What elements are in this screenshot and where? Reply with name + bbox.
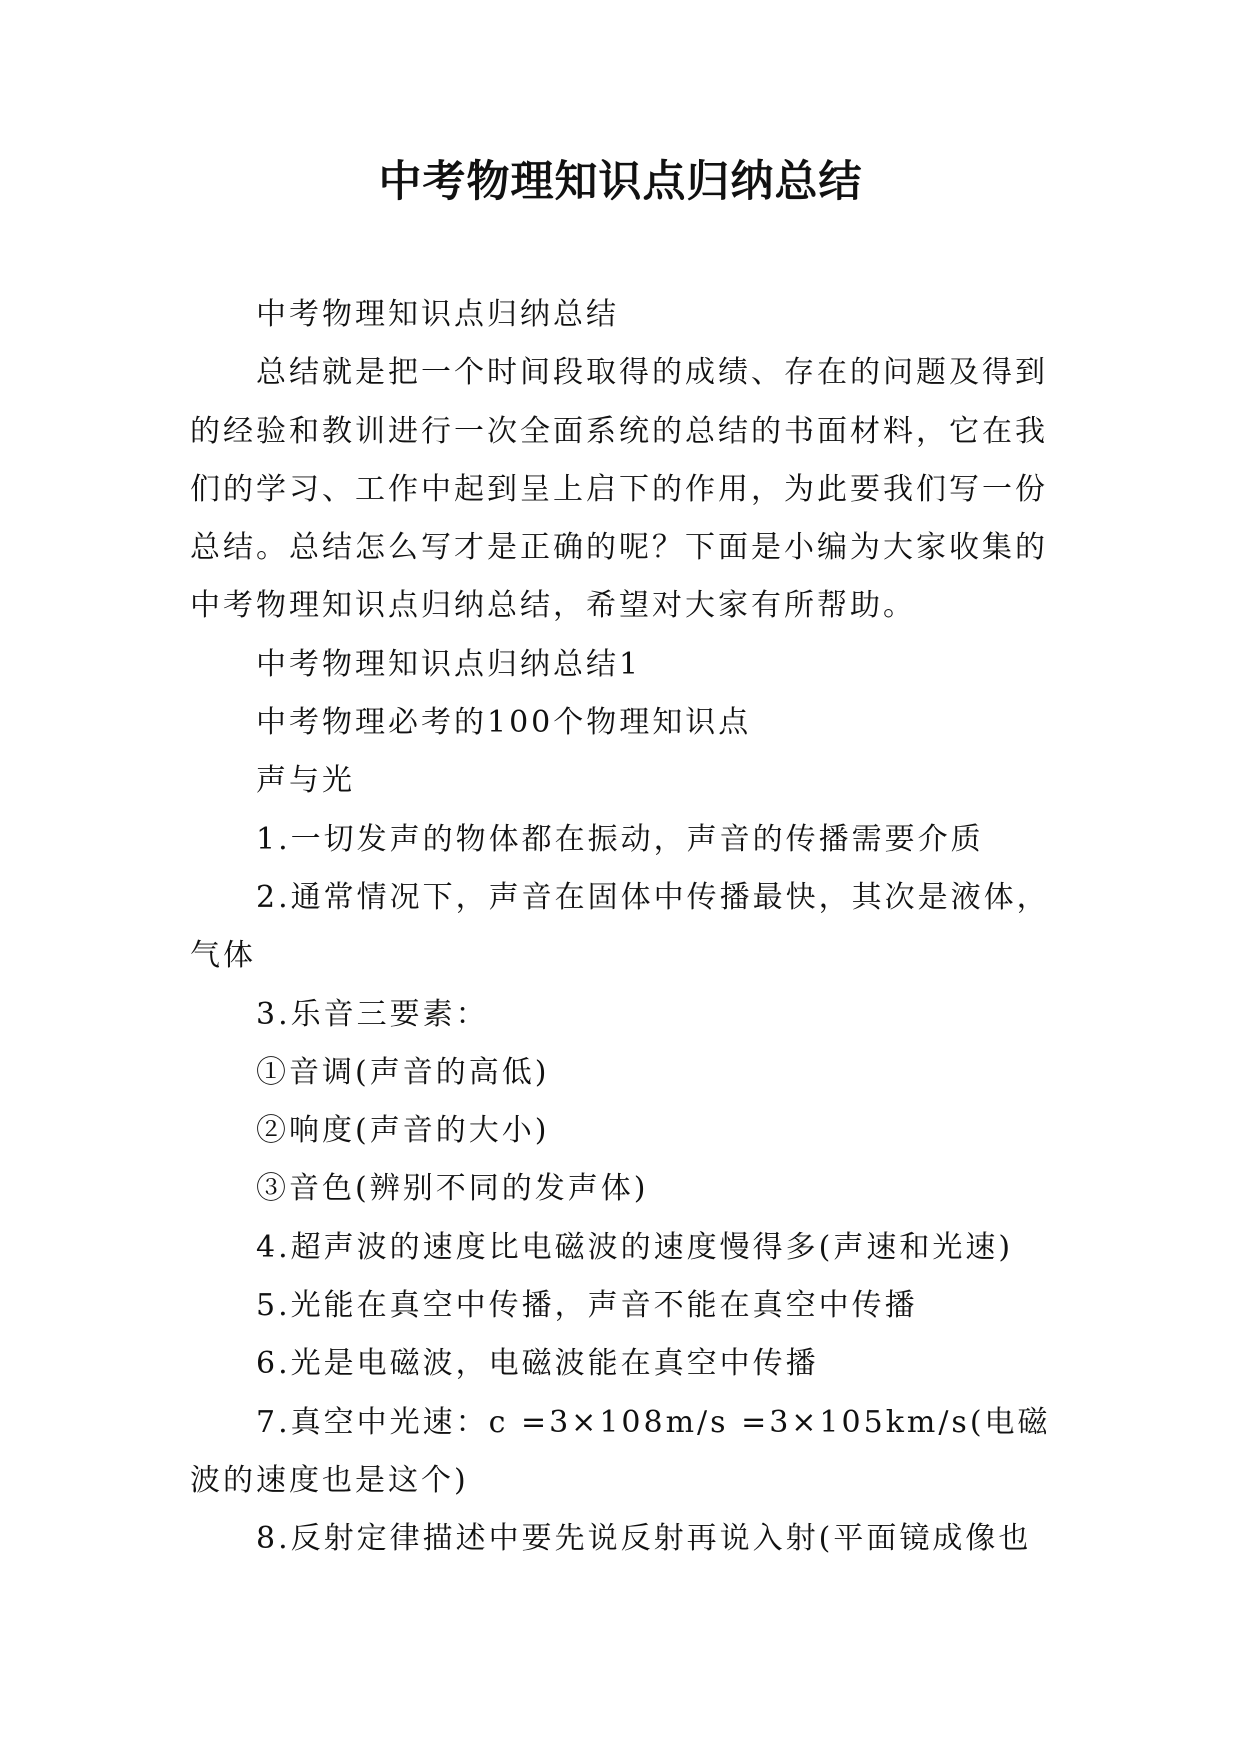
list-item: 8.反射定律描述中要先说反射再说入射(平面镜成像也 [256,1521,1032,1557]
paragraph-intro: 总结就是把一个时间段取得的成绩、存在的问题及得到的经验和教训进行一次全面系统的总结的书面材料，它在我们的学习、工作中起到呈上启下的作用，为此要我们写一份总结。总结怎么写才是正确的呢？下面是小编为大家收集的中考物理知识点归纳总结，希望对大家有所帮助。 [190,355,1048,624]
document-title: 中考物理知识点归纳总结 [378,157,863,207]
section-heading: 中考物理知识点归纳总结1 [256,646,642,682]
list-subitem: ③音色(辨别不同的发声体) [256,1171,649,1207]
list-subitem: ②响度(声音的大小) [256,1113,550,1149]
list-subitem: ①音调(声音的高低) [256,1054,550,1090]
list-item: 1.一切发声的物体都在振动，声音的传播需要介质 [256,821,984,857]
list-item: 7.真空中光速：c =3×108m/s =3×105km/s(电磁波的速度也是这个) [190,1404,1051,1498]
document-body [190,286,1056,1569]
list-item: 3.乐音三要素： [256,996,489,1032]
list-item: 6.光是电磁波，电磁波能在真空中传播 [256,1346,819,1382]
section-subheading: 中考物理必考的100个物理知识点 [256,705,752,741]
topic-heading: 声与光 [256,763,355,799]
list-item: 4.超声波的速度比电磁波的速度慢得多(声速和光速) [256,1229,1014,1265]
list-item: 5.光能在真空中传播，声音不能在真空中传播 [256,1288,918,1324]
paragraph-subtitle: 中考物理知识点归纳总结 [256,297,619,332]
list-item: 2.通常情况下，声音在固体中传播最快，其次是液体，气体 [190,879,1050,974]
